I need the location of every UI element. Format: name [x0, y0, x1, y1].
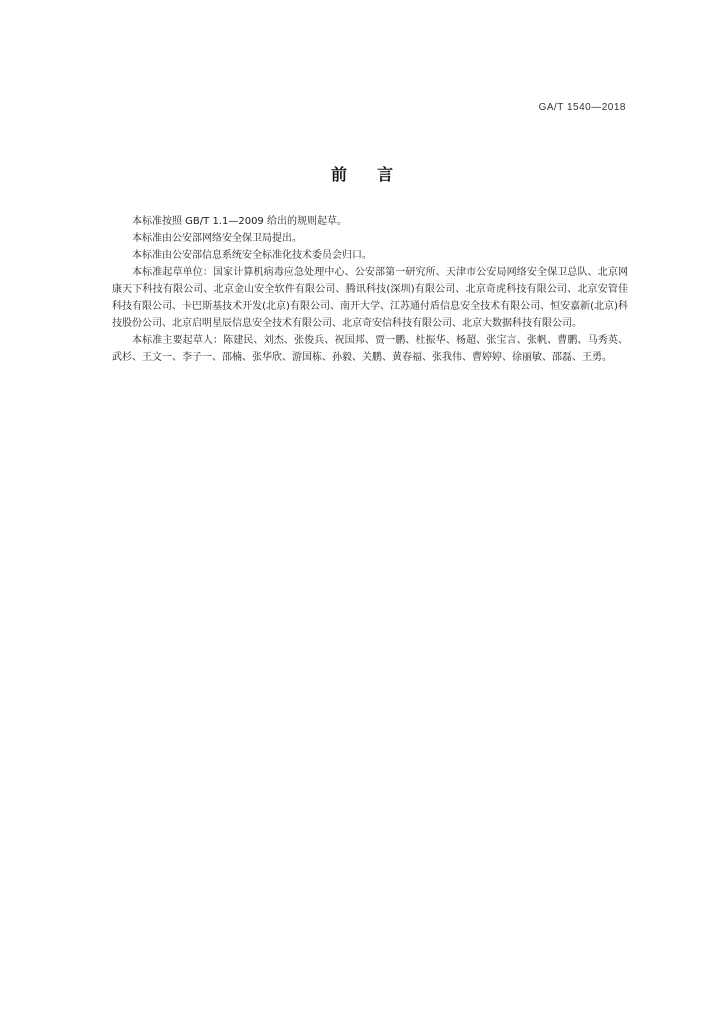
foreword-body	[112, 213, 628, 366]
page-title: 前言	[330, 165, 423, 184]
standard-number: GA/T 1540—2018	[538, 102, 626, 113]
paragraph-drafters: 本标准主要起草人：陈建民、刘杰、张俊兵、祝国邦、贾一鹏、杜振华、杨超、张宝言、张帆、曹鹏、马秀英、武杉、王文一、李子一、邵楠、张华欣、游国栋、孙毅、关鹏、黄春福、张我伟、曹婷婷、徐丽敏、邵磊、王勇。	[112, 335, 628, 363]
paragraph-administrator: 本标准由公安部信息系统安全标准化技术委员会归口。	[132, 250, 372, 261]
paragraph-drafting-rules: 本标准按照 GB/T 1.1—2009 给出的规则起草。	[132, 216, 347, 227]
paragraph-drafting-units: 本标准起草单位：国家计算机病毒应急处理中心、公安部第一研究所、天津市公安局网络安全保卫总队、北京网康天下科技有限公司、北京金山安全软件有限公司、腾讯科技(深圳)有限公司、北京奇虎科技有限公司、北京安管佳科技有限公司、卡巴斯基技术开发(北京)有限公司、南开大学、江苏通付盾信息安全技术有限公司、恒安嘉新(北京)科技股份公司、北京启明星辰信息安全技术有限公司、北京奇安信科技有限公司、北京大数据科技有限公司。	[112, 267, 628, 329]
paragraph-proposer: 本标准由公安部网络安全保卫局提出。	[132, 233, 302, 244]
